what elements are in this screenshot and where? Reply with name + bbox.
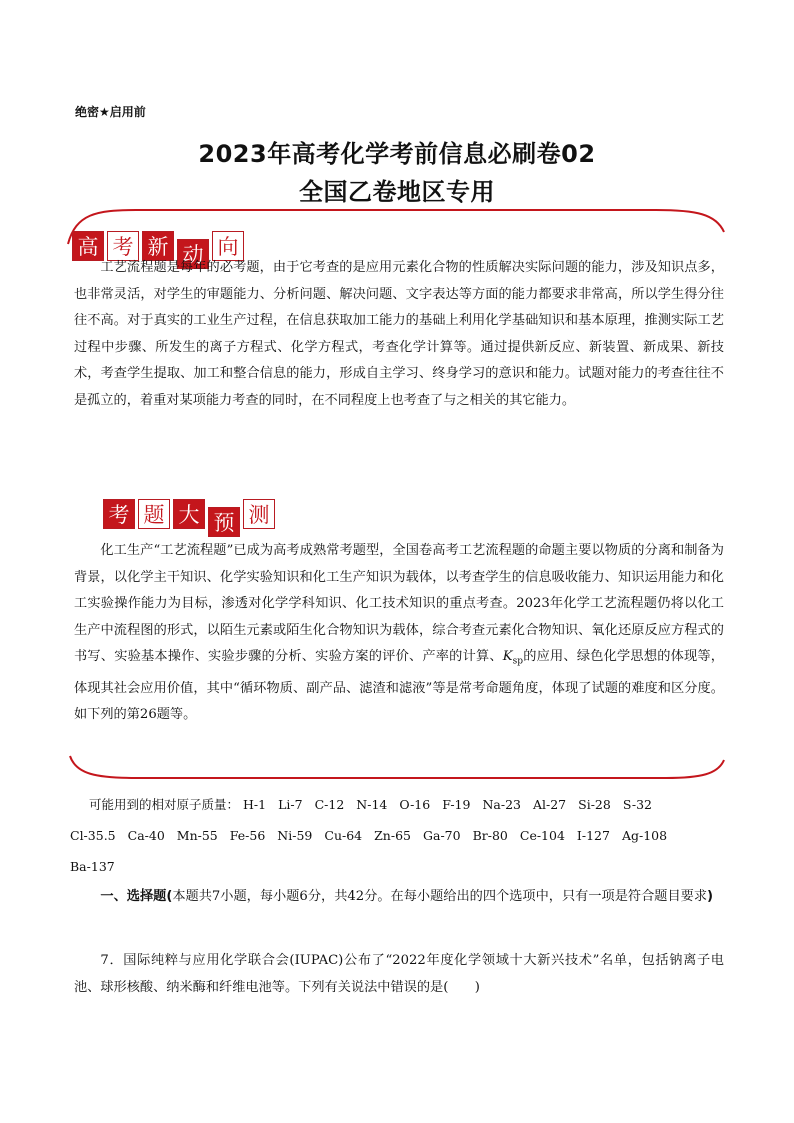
atom-mass: F-19 xyxy=(442,797,471,812)
atom-mass: Zn-65 xyxy=(374,828,411,843)
section-heading-close: ) xyxy=(707,889,714,904)
predictions-text-part1: 化工生产“工艺流程题”已成为高考成熟常考题型，全国卷高考工艺流程题的命题主要以物质的分离和制备为背景，以化学主干知识、化学实验知识和化工生产知识为载体，以考查学生的信息吸收能力、知识运用能力和化工实验操作能力为目标，渗透对化学学科知识、化工技术知识的重点考查。2023年化学工艺流程题仍将以化工生产中流程图的形式，以陌生元素或陌生化合物知识为载体，综合考查元素化合物知识、氧化还原反应方程式的书写、实验基本操作、实验步骤的分析、实验方案的评价、产率的计算、 xyxy=(74,543,724,665)
section-instructions: 本题共7小题，每小题6分，共42分。在每小题给出的四个选项中，只有一项是符合题目要求 xyxy=(172,889,708,904)
atom-mass: Li-7 xyxy=(278,797,303,812)
atom-mass: S-32 xyxy=(622,797,652,812)
atom-mass: N-14 xyxy=(356,797,388,812)
banner-char: 考 xyxy=(103,499,135,529)
question-7: 7．国际纯粹与应用化学联合会(IUPAC)公布了“2022年度化学领域十大新兴技术”名单，包括钠离子电池、球形核酸、纳米酶和纤维电池等。下列有关说法中错误的是( ) xyxy=(74,953,724,995)
decorative-bottom-arc xyxy=(66,742,726,786)
atom-mass: Cl-35.5 xyxy=(70,828,116,843)
atom-mass: Ba-137 xyxy=(70,859,115,874)
atom-mass: Na-23 xyxy=(482,797,521,812)
atomic-masses-row xyxy=(70,851,724,882)
atomic-masses-row xyxy=(70,820,724,851)
page-subtitle: 全国乙卷地区专用 xyxy=(299,178,495,206)
section-heading-label: 一、选择题( xyxy=(100,889,173,904)
atomic-masses xyxy=(70,789,724,882)
atomic-masses-row xyxy=(74,789,724,820)
atom-mass: O-16 xyxy=(399,797,431,812)
section-heading-choice xyxy=(74,883,724,910)
new-trends-paragraph: 工艺流程题是每年的必考题，由于它考查的是应用元素化合物的性质解决实际问题的能力，涉及知识点多，也非常灵活，对学生的审题能力、分析问题、解决问题、文字表达等方面的能力都要求非常高，所以学生得分往往不高。对于真实的工业生产过程，在信息获取加工能力的基础上利用化学基础知识和基本原理，推测实际工艺过程中步骤、所发生的离子方程式、化学方程式，考查化学计算等。通过提供新反应、新装置、新成果、新技术，考查学生提取、加工和整合信息的能力，形成自主学习、终身学习的意识和能力。试题对能力的考查往往不是孤立的，着重对某项能力考查的同时，在不同程度上也考查了与之相关的其它能力。 xyxy=(74,260,724,408)
banner-char: 向 xyxy=(212,231,244,261)
atom-mass: Cu-64 xyxy=(324,828,363,843)
atom-mass: I-127 xyxy=(576,828,610,843)
atom-mass: Ag-108 xyxy=(621,828,668,843)
atom-mass: Fe-56 xyxy=(229,828,266,843)
banner-char: 大 xyxy=(173,499,205,529)
ksp-symbol: $K_{sp}$ xyxy=(502,649,524,668)
banner-char: 题 xyxy=(138,499,170,529)
atomic-masses-lead: 可能用到的相对原子质量： xyxy=(89,797,240,812)
banner-char: 测 xyxy=(243,499,275,529)
atom-mass: Ca-40 xyxy=(127,828,165,843)
atom-mass: H-1 xyxy=(243,797,267,812)
atom-mass: Al-27 xyxy=(532,797,567,812)
predictions-text-part2: 的应用、绿色化学思想的体现等，体现其社会应用价值，其中“循环物质、副产品、滤渣和滤液”等是常考命题角度，体现了试题的难度和区分度。如下列的第26题等。 xyxy=(74,649,724,723)
atom-mass: Mn-55 xyxy=(176,828,218,843)
banner-char: 高 xyxy=(72,231,104,261)
atom-mass: Ce-104 xyxy=(519,828,565,843)
page-title: 2023年高考化学考前信息必刷卷02 xyxy=(198,140,596,168)
banner-char: 预 xyxy=(208,507,240,537)
atom-mass: Si-28 xyxy=(578,797,611,812)
banner-char: 动 xyxy=(177,239,209,269)
atom-mass: Br-80 xyxy=(472,828,508,843)
atom-mass: C-12 xyxy=(314,797,345,812)
atom-mass: Ni-59 xyxy=(277,828,313,843)
predictions-paragraph xyxy=(74,538,724,729)
secret-label: 绝密★启用前 xyxy=(75,105,146,119)
atom-mass: Ga-70 xyxy=(423,828,461,843)
banner-char: 新 xyxy=(142,231,174,261)
banner-predictions xyxy=(103,499,278,537)
banner-char: 考 xyxy=(107,231,139,261)
